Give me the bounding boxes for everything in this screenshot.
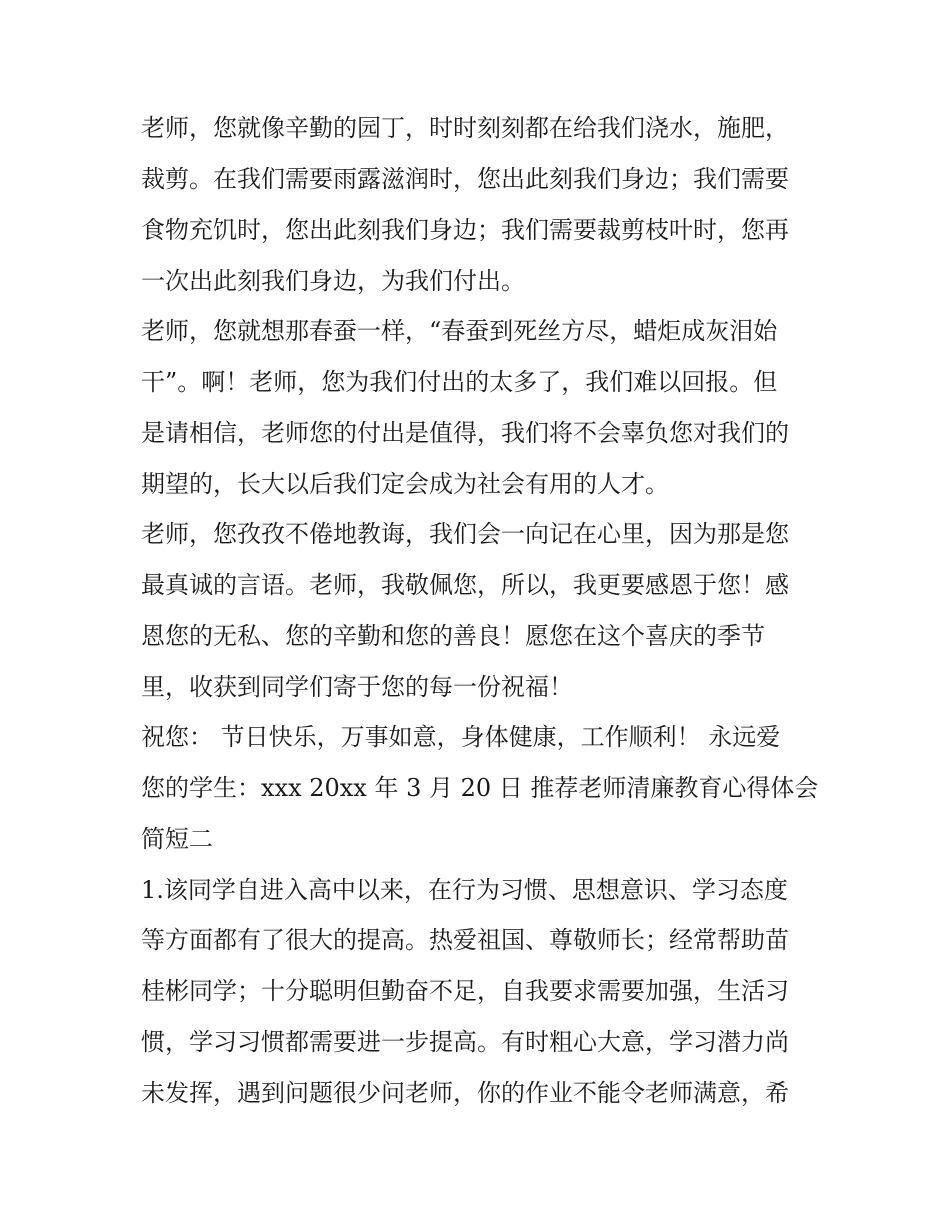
text-line: 期望的，长大以后我们定会成为社会有用的人才。 bbox=[141, 470, 669, 498]
text-line: 是请相信，老师您的付出是值得，我们将不会辜负您对我们的 bbox=[141, 419, 789, 447]
text-line: 老师，您就像辛勤的园丁，时时刻刻都在给我们浇水，施肥， bbox=[141, 114, 789, 142]
text-line: 裁剪。在我们需要雨露滋润时，您出此刻我们身边；我们需要 bbox=[141, 165, 789, 193]
text-line: 食物充饥时，您出此刻我们身边；我们需要裁剪枝叶时，您再 bbox=[141, 216, 789, 244]
text-line: 桂彬同学；十分聪明但勤奋不足，自我要求需要加强，生活习 bbox=[141, 977, 789, 1005]
text-line: 您的学生：xxx 20xx 年 3 月 20 日 推荐老师清廉教育心得体会 bbox=[141, 774, 819, 802]
text-line: 未发挥，遇到问题很少问老师，你的作业不能令老师满意，希 bbox=[141, 1079, 789, 1107]
text-line: 老师，您孜孜不倦地教诲，我们会一向记在心里，因为那是您 bbox=[141, 520, 789, 548]
text-line: 简短二 bbox=[141, 825, 213, 853]
text-line: 老师，您就想那春蚕一样，“春蚕到死丝方尽，蜡炬成灰泪始 bbox=[141, 317, 778, 345]
text-line: 里，收获到同学们寄于您的每一份祝福！ bbox=[141, 673, 573, 701]
text-line: 干”。啊！老师，您为我们付出的太多了，我们难以回报。但 bbox=[141, 368, 778, 396]
text-line: 最真诚的言语。老师，我敬佩您，所以，我更要感恩于您！感 bbox=[141, 571, 789, 599]
text-line: 一次出此刻我们身边，为我们付出。 bbox=[141, 267, 525, 295]
text-line: 惯，学习习惯都需要进一步提高。有时粗心大意，学习潜力尚 bbox=[141, 1028, 789, 1056]
text-line: 1.该同学自进入高中以来，在行为习惯、思想意识、学习态度 bbox=[141, 876, 788, 904]
text-line: 祝您： 节日快乐，万事如意，身体健康，工作顺利！ 永远爱 bbox=[141, 723, 781, 751]
text-line: 恩您的无私、您的辛勤和您的善良！愿您在这个喜庆的季节 bbox=[141, 622, 765, 650]
text-line: 等方面都有了很大的提高。热爱祖国、尊敬师长；经常帮助苗 bbox=[141, 926, 789, 954]
